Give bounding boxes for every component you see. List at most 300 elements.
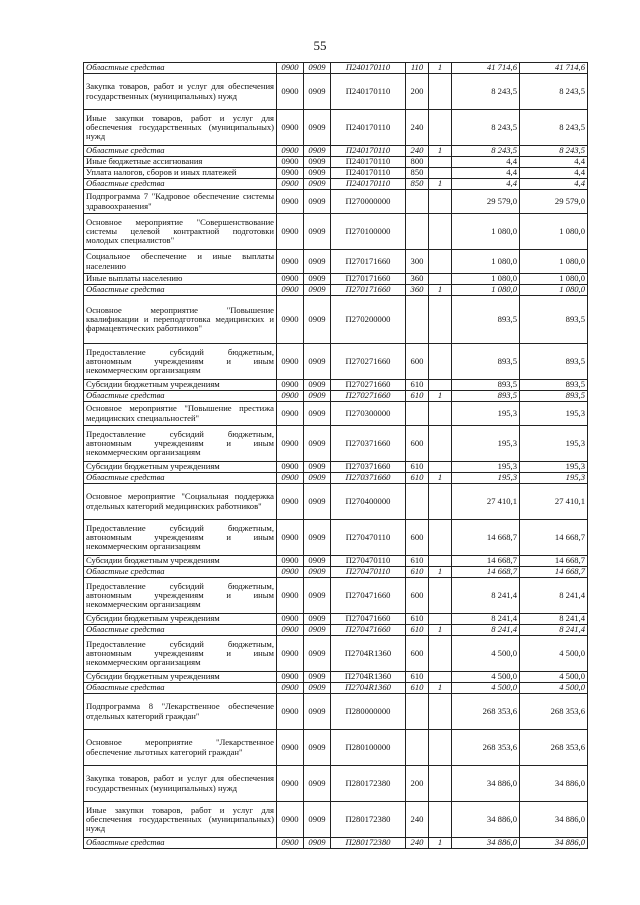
- section-code: 0900: [277, 190, 304, 214]
- amount-year-1: 4 500,0: [452, 636, 520, 672]
- row-label-text: Уплата налогов, сборов и иных платежей: [86, 167, 237, 178]
- expense-type-code: 610: [406, 614, 429, 625]
- amount-year-2: 893,5: [520, 380, 588, 391]
- subsection-code: 0909: [304, 578, 331, 614]
- funding-source-code: [429, 250, 452, 274]
- row-label-text: Субсидии бюджетным учреждениям: [86, 461, 220, 472]
- funding-source-code: [429, 462, 452, 473]
- section-code: 0900: [277, 694, 304, 730]
- row-label: Областные средства: [84, 391, 277, 402]
- amount-year-1: 1 080,0: [452, 285, 520, 296]
- expense-type-code: 600: [406, 426, 429, 462]
- funding-source-code: 1: [429, 63, 452, 74]
- row-label: Областные средства: [84, 63, 277, 74]
- expense-type-code: [406, 296, 429, 344]
- row-label-text: Иные закупки товаров, работ и услуг для обеспечения государственных (муниципальных) нужд: [86, 112, 274, 142]
- regional-funds-row: [84, 63, 588, 74]
- section-code: 0900: [277, 556, 304, 567]
- table-row: [84, 426, 588, 462]
- funding-source-code: [429, 296, 452, 344]
- row-label: [84, 520, 277, 556]
- subsection-code: 0909: [304, 838, 331, 849]
- section-code: 0900: [277, 296, 304, 344]
- regional-funds-row: [84, 285, 588, 296]
- section-code: 0900: [277, 179, 304, 190]
- row-label-text: Иные выплаты населению: [86, 273, 183, 284]
- section-code: 0900: [277, 766, 304, 802]
- subsection-code: 0909: [304, 157, 331, 168]
- section-code: 0900: [277, 214, 304, 250]
- target-article-code: П270471660: [331, 614, 406, 625]
- amount-year-1: 4 500,0: [452, 672, 520, 683]
- amount-year-1: 14 668,7: [452, 520, 520, 556]
- row-label-text: Субсидии бюджетным учреждениям: [86, 379, 220, 390]
- target-article-code: П270271660: [331, 344, 406, 380]
- amount-year-1: 893,5: [452, 391, 520, 402]
- section-code: 0900: [277, 110, 304, 146]
- amount-year-1: 8 243,5: [452, 74, 520, 110]
- funding-source-code: [429, 426, 452, 462]
- funding-source-code: 1: [429, 285, 452, 296]
- table-row: [84, 74, 588, 110]
- row-label-text: Предоставление субсидий бюджетным, автономным учреждениям и иным некоммерческим организациям: [86, 638, 274, 668]
- table-row: [84, 766, 588, 802]
- subsection-code: 0909: [304, 250, 331, 274]
- amount-year-1: 4,4: [452, 157, 520, 168]
- target-article-code: П270400000: [331, 484, 406, 520]
- amount-year-1: 8 241,4: [452, 625, 520, 636]
- target-article-code: П270271660: [331, 391, 406, 402]
- subsection-code: 0909: [304, 802, 331, 838]
- table-body: [84, 63, 588, 849]
- amount-year-2: 1 080,0: [520, 285, 588, 296]
- amount-year-2: 268 353,6: [520, 694, 588, 730]
- row-label: [84, 74, 277, 110]
- regional-funds-row: [84, 473, 588, 484]
- target-article-code: П270300000: [331, 402, 406, 426]
- row-label: Областные средства: [84, 179, 277, 190]
- row-label: [84, 110, 277, 146]
- subsection-code: 0909: [304, 683, 331, 694]
- target-article-code: П270371660: [331, 473, 406, 484]
- row-label-text: Закупка товаров, работ и услуг для обеспечения государственных (муниципальных) нужд: [86, 773, 274, 793]
- table-row: [84, 578, 588, 614]
- amount-year-1: 34 886,0: [452, 802, 520, 838]
- amount-year-1: 195,3: [452, 426, 520, 462]
- row-label-text: Субсидии бюджетным учреждениям: [86, 613, 220, 624]
- table-row: [84, 730, 588, 766]
- table-row: [84, 484, 588, 520]
- section-code: 0900: [277, 402, 304, 426]
- subsection-code: 0909: [304, 285, 331, 296]
- section-code: 0900: [277, 74, 304, 110]
- target-article-code: П270470110: [331, 567, 406, 578]
- subsection-code: 0909: [304, 168, 331, 179]
- table-row: [84, 274, 588, 285]
- row-label-text: Подпрограмма 8 "Лекарственное обеспечение отдельных категорий граждан": [86, 701, 274, 721]
- subsection-code: 0909: [304, 74, 331, 110]
- row-label-text: Предоставление субсидий бюджетным, автономным учреждениям и иным некоммерческим организациям: [86, 580, 274, 610]
- amount-year-1: 8 243,5: [452, 110, 520, 146]
- section-code: 0900: [277, 426, 304, 462]
- row-label: [84, 380, 277, 391]
- amount-year-2: 1 080,0: [520, 250, 588, 274]
- funding-source-code: [429, 614, 452, 625]
- expense-type-code: 850: [406, 179, 429, 190]
- amount-year-2: 8 243,5: [520, 74, 588, 110]
- amount-year-1: 8 243,5: [452, 146, 520, 157]
- amount-year-2: 27 410,1: [520, 484, 588, 520]
- expense-type-code: 800: [406, 157, 429, 168]
- subsection-code: 0909: [304, 110, 331, 146]
- section-code: 0900: [277, 730, 304, 766]
- funding-source-code: [429, 190, 452, 214]
- section-code: 0900: [277, 636, 304, 672]
- row-label-text: Основное мероприятие "Повышение престижа медицинских специальностей": [86, 403, 274, 423]
- section-code: 0900: [277, 344, 304, 380]
- subsection-code: 0909: [304, 426, 331, 462]
- subsection-code: 0909: [304, 146, 331, 157]
- table-row: [84, 672, 588, 683]
- subsection-code: 0909: [304, 391, 331, 402]
- table-row: [84, 520, 588, 556]
- expense-type-code: 300: [406, 250, 429, 274]
- section-code: 0900: [277, 672, 304, 683]
- subsection-code: 0909: [304, 766, 331, 802]
- subsection-code: 0909: [304, 344, 331, 380]
- amount-year-2: 14 668,7: [520, 520, 588, 556]
- row-label-text: Предоставление субсидий бюджетным, автономным учреждениям и иным некоммерческим организациям: [86, 428, 274, 458]
- subsection-code: 0909: [304, 190, 331, 214]
- funding-source-code: [429, 168, 452, 179]
- table-row: [84, 636, 588, 672]
- section-code: 0900: [277, 838, 304, 849]
- subsection-code: 0909: [304, 179, 331, 190]
- row-label-text: Основное мероприятие "Повышение квалификации и переподготовка медицинских и фармацевтических работников": [86, 304, 274, 334]
- row-label: Областные средства: [84, 625, 277, 636]
- row-label: [84, 484, 277, 520]
- amount-year-2: 41 714,6: [520, 63, 588, 74]
- expense-type-code: [406, 214, 429, 250]
- row-label-text: Субсидии бюджетным учреждениям: [86, 555, 220, 566]
- amount-year-2: 8 241,4: [520, 625, 588, 636]
- table-row: [84, 110, 588, 146]
- subsection-code: 0909: [304, 296, 331, 344]
- funding-source-code: 1: [429, 625, 452, 636]
- row-label: [84, 578, 277, 614]
- target-article-code: П280172380: [331, 838, 406, 849]
- section-code: 0900: [277, 63, 304, 74]
- amount-year-2: 893,5: [520, 344, 588, 380]
- row-label: [84, 802, 277, 838]
- funding-source-code: [429, 578, 452, 614]
- funding-source-code: [429, 214, 452, 250]
- row-label: Областные средства: [84, 146, 277, 157]
- row-label: [84, 462, 277, 473]
- section-code: 0900: [277, 520, 304, 556]
- section-code: 0900: [277, 250, 304, 274]
- subsection-code: 0909: [304, 520, 331, 556]
- table-row: [84, 462, 588, 473]
- amount-year-1: 4,4: [452, 179, 520, 190]
- row-label: Областные средства: [84, 838, 277, 849]
- table-row: [84, 296, 588, 344]
- amount-year-2: 34 886,0: [520, 838, 588, 849]
- target-article-code: П240170110: [331, 63, 406, 74]
- row-label-text: Закупка товаров, работ и услуг для обеспечения государственных (муниципальных) нужд: [86, 81, 274, 101]
- amount-year-1: 41 714,6: [452, 63, 520, 74]
- row-label: [84, 402, 277, 426]
- target-article-code: П270000000: [331, 190, 406, 214]
- section-code: 0900: [277, 168, 304, 179]
- funding-source-code: [429, 110, 452, 146]
- row-label-text: Предоставление субсидий бюджетным, автономным учреждениям и иным некоммерческим организациям: [86, 522, 274, 552]
- amount-year-1: 8 241,4: [452, 614, 520, 625]
- subsection-code: 0909: [304, 462, 331, 473]
- amount-year-1: 195,3: [452, 473, 520, 484]
- amount-year-2: 268 353,6: [520, 730, 588, 766]
- amount-year-1: 268 353,6: [452, 694, 520, 730]
- regional-funds-row: [84, 179, 588, 190]
- expense-type-code: 200: [406, 74, 429, 110]
- expense-type-code: 600: [406, 520, 429, 556]
- table-row: [84, 556, 588, 567]
- expense-type-code: 610: [406, 391, 429, 402]
- funding-source-code: [429, 672, 452, 683]
- amount-year-2: 893,5: [520, 391, 588, 402]
- row-label: [84, 344, 277, 380]
- expense-type-code: [406, 694, 429, 730]
- expense-type-code: 610: [406, 473, 429, 484]
- amount-year-2: 195,3: [520, 402, 588, 426]
- expense-type-code: 600: [406, 344, 429, 380]
- target-article-code: П240170110: [331, 168, 406, 179]
- regional-funds-row: [84, 838, 588, 849]
- section-code: 0900: [277, 567, 304, 578]
- amount-year-2: 195,3: [520, 426, 588, 462]
- row-label-text: Социальное обеспечение и иные выплаты населению: [86, 251, 274, 271]
- target-article-code: П270271660: [331, 380, 406, 391]
- section-code: 0900: [277, 802, 304, 838]
- funding-source-code: 1: [429, 567, 452, 578]
- table-row: [84, 250, 588, 274]
- funding-source-code: [429, 802, 452, 838]
- row-label-text: Основное мероприятие "Совершенствование системы целевой контрактной подготовки молодых специалистов": [86, 216, 274, 246]
- amount-year-2: 14 668,7: [520, 556, 588, 567]
- target-article-code: П240170110: [331, 179, 406, 190]
- subsection-code: 0909: [304, 636, 331, 672]
- subsection-code: 0909: [304, 274, 331, 285]
- amount-year-1: 1 080,0: [452, 214, 520, 250]
- amount-year-1: 14 668,7: [452, 556, 520, 567]
- amount-year-2: 195,3: [520, 462, 588, 473]
- expense-type-code: [406, 730, 429, 766]
- target-article-code: П270470110: [331, 520, 406, 556]
- amount-year-2: 4 500,0: [520, 683, 588, 694]
- expense-type-code: 610: [406, 683, 429, 694]
- amount-year-2: 8 241,4: [520, 578, 588, 614]
- subsection-code: 0909: [304, 63, 331, 74]
- amount-year-2: 29 579,0: [520, 190, 588, 214]
- table-row: [84, 157, 588, 168]
- amount-year-2: 8 243,5: [520, 110, 588, 146]
- section-code: 0900: [277, 380, 304, 391]
- amount-year-1: 893,5: [452, 380, 520, 391]
- expense-type-code: [406, 190, 429, 214]
- section-code: 0900: [277, 614, 304, 625]
- subsection-code: 0909: [304, 402, 331, 426]
- expense-type-code: 240: [406, 146, 429, 157]
- expense-type-code: 240: [406, 802, 429, 838]
- target-article-code: П2704R1360: [331, 636, 406, 672]
- expense-type-code: 610: [406, 672, 429, 683]
- amount-year-1: 1 080,0: [452, 274, 520, 285]
- subsection-code: 0909: [304, 473, 331, 484]
- amount-year-2: 8 243,5: [520, 146, 588, 157]
- expense-type-code: 200: [406, 766, 429, 802]
- subsection-code: 0909: [304, 484, 331, 520]
- amount-year-1: 268 353,6: [452, 730, 520, 766]
- row-label-text: Предоставление субсидий бюджетным, автономным учреждениям и иным некоммерческим организациям: [86, 346, 274, 376]
- amount-year-1: 893,5: [452, 296, 520, 344]
- row-label: Областные средства: [84, 683, 277, 694]
- target-article-code: П240170110: [331, 110, 406, 146]
- row-label: [84, 694, 277, 730]
- target-article-code: П270171660: [331, 250, 406, 274]
- amount-year-2: 4,4: [520, 168, 588, 179]
- row-label-text: Иные бюджетные ассигнования: [86, 156, 203, 167]
- table-row: [84, 214, 588, 250]
- target-article-code: П270371660: [331, 462, 406, 473]
- regional-funds-row: [84, 683, 588, 694]
- target-article-code: П270100000: [331, 214, 406, 250]
- regional-funds-row: [84, 391, 588, 402]
- amount-year-1: 29 579,0: [452, 190, 520, 214]
- funding-source-code: [429, 694, 452, 730]
- target-article-code: П280000000: [331, 694, 406, 730]
- section-code: 0900: [277, 484, 304, 520]
- table-row: [84, 344, 588, 380]
- table-row: [84, 402, 588, 426]
- target-article-code: П240170110: [331, 157, 406, 168]
- row-label: [84, 636, 277, 672]
- row-label: Областные средства: [84, 567, 277, 578]
- table-row: [84, 190, 588, 214]
- amount-year-1: 195,3: [452, 462, 520, 473]
- subsection-code: 0909: [304, 556, 331, 567]
- funding-source-code: [429, 74, 452, 110]
- subsection-code: 0909: [304, 672, 331, 683]
- row-label-text: Иные закупки товаров, работ и услуг для обеспечения государственных (муниципальных) нужд: [86, 804, 274, 834]
- row-label: [84, 250, 277, 274]
- subsection-code: 0909: [304, 567, 331, 578]
- row-label: [84, 296, 277, 344]
- target-article-code: П270171660: [331, 285, 406, 296]
- amount-year-1: 893,5: [452, 344, 520, 380]
- section-code: 0900: [277, 578, 304, 614]
- amount-year-1: 195,3: [452, 402, 520, 426]
- budget-table: [83, 62, 588, 849]
- subsection-code: 0909: [304, 625, 331, 636]
- row-label: [84, 730, 277, 766]
- target-article-code: П2704R1360: [331, 683, 406, 694]
- target-article-code: П280172380: [331, 766, 406, 802]
- amount-year-1: 27 410,1: [452, 484, 520, 520]
- row-label: Областные средства: [84, 473, 277, 484]
- funding-source-code: [429, 520, 452, 556]
- section-code: 0900: [277, 146, 304, 157]
- target-article-code: П280100000: [331, 730, 406, 766]
- row-label: Областные средства: [84, 285, 277, 296]
- target-article-code: П2704R1360: [331, 672, 406, 683]
- target-article-code: П270371660: [331, 426, 406, 462]
- amount-year-2: 34 886,0: [520, 802, 588, 838]
- amount-year-2: 893,5: [520, 296, 588, 344]
- section-code: 0900: [277, 462, 304, 473]
- amount-year-2: 4 500,0: [520, 636, 588, 672]
- amount-year-2: 4,4: [520, 179, 588, 190]
- amount-year-1: 8 241,4: [452, 578, 520, 614]
- amount-year-1: 14 668,7: [452, 567, 520, 578]
- expense-type-code: 610: [406, 556, 429, 567]
- section-code: 0900: [277, 625, 304, 636]
- row-label: [84, 556, 277, 567]
- expense-type-code: 360: [406, 274, 429, 285]
- target-article-code: П240170110: [331, 74, 406, 110]
- subsection-code: 0909: [304, 214, 331, 250]
- amount-year-2: 1 080,0: [520, 214, 588, 250]
- table-row: [84, 694, 588, 730]
- amount-year-2: 34 886,0: [520, 766, 588, 802]
- funding-source-code: [429, 274, 452, 285]
- expense-type-code: 610: [406, 567, 429, 578]
- row-label: [84, 168, 277, 179]
- funding-source-code: 1: [429, 391, 452, 402]
- row-label: [84, 672, 277, 683]
- target-article-code: П280172380: [331, 802, 406, 838]
- target-article-code: П270471660: [331, 578, 406, 614]
- amount-year-2: 4 500,0: [520, 672, 588, 683]
- page-number: 55: [313, 38, 327, 53]
- subsection-code: 0909: [304, 614, 331, 625]
- row-label-text: Основное мероприятие "Лекарственное обеспечение льготных категорий граждан": [86, 737, 274, 757]
- target-article-code: П270471660: [331, 625, 406, 636]
- expense-type-code: 110: [406, 63, 429, 74]
- expense-type-code: 610: [406, 380, 429, 391]
- expense-type-code: 240: [406, 838, 429, 849]
- funding-source-code: 1: [429, 179, 452, 190]
- table-row: [84, 380, 588, 391]
- row-label: [84, 214, 277, 250]
- row-label: [84, 157, 277, 168]
- funding-source-code: 1: [429, 146, 452, 157]
- subsection-code: 0909: [304, 380, 331, 391]
- target-article-code: П240170110: [331, 146, 406, 157]
- subsection-code: 0909: [304, 694, 331, 730]
- amount-year-2: 4,4: [520, 157, 588, 168]
- funding-source-code: [429, 157, 452, 168]
- row-label: [84, 614, 277, 625]
- section-code: 0900: [277, 473, 304, 484]
- amount-year-2: 195,3: [520, 473, 588, 484]
- row-label-text: Субсидии бюджетным учреждениям: [86, 671, 220, 682]
- funding-source-code: 1: [429, 473, 452, 484]
- expense-type-code: 610: [406, 462, 429, 473]
- row-label-text: Подпрограмма 7 "Кадровое обеспечение системы здравоохранения": [86, 191, 274, 211]
- expense-type-code: 600: [406, 636, 429, 672]
- funding-source-code: [429, 636, 452, 672]
- funding-source-code: [429, 766, 452, 802]
